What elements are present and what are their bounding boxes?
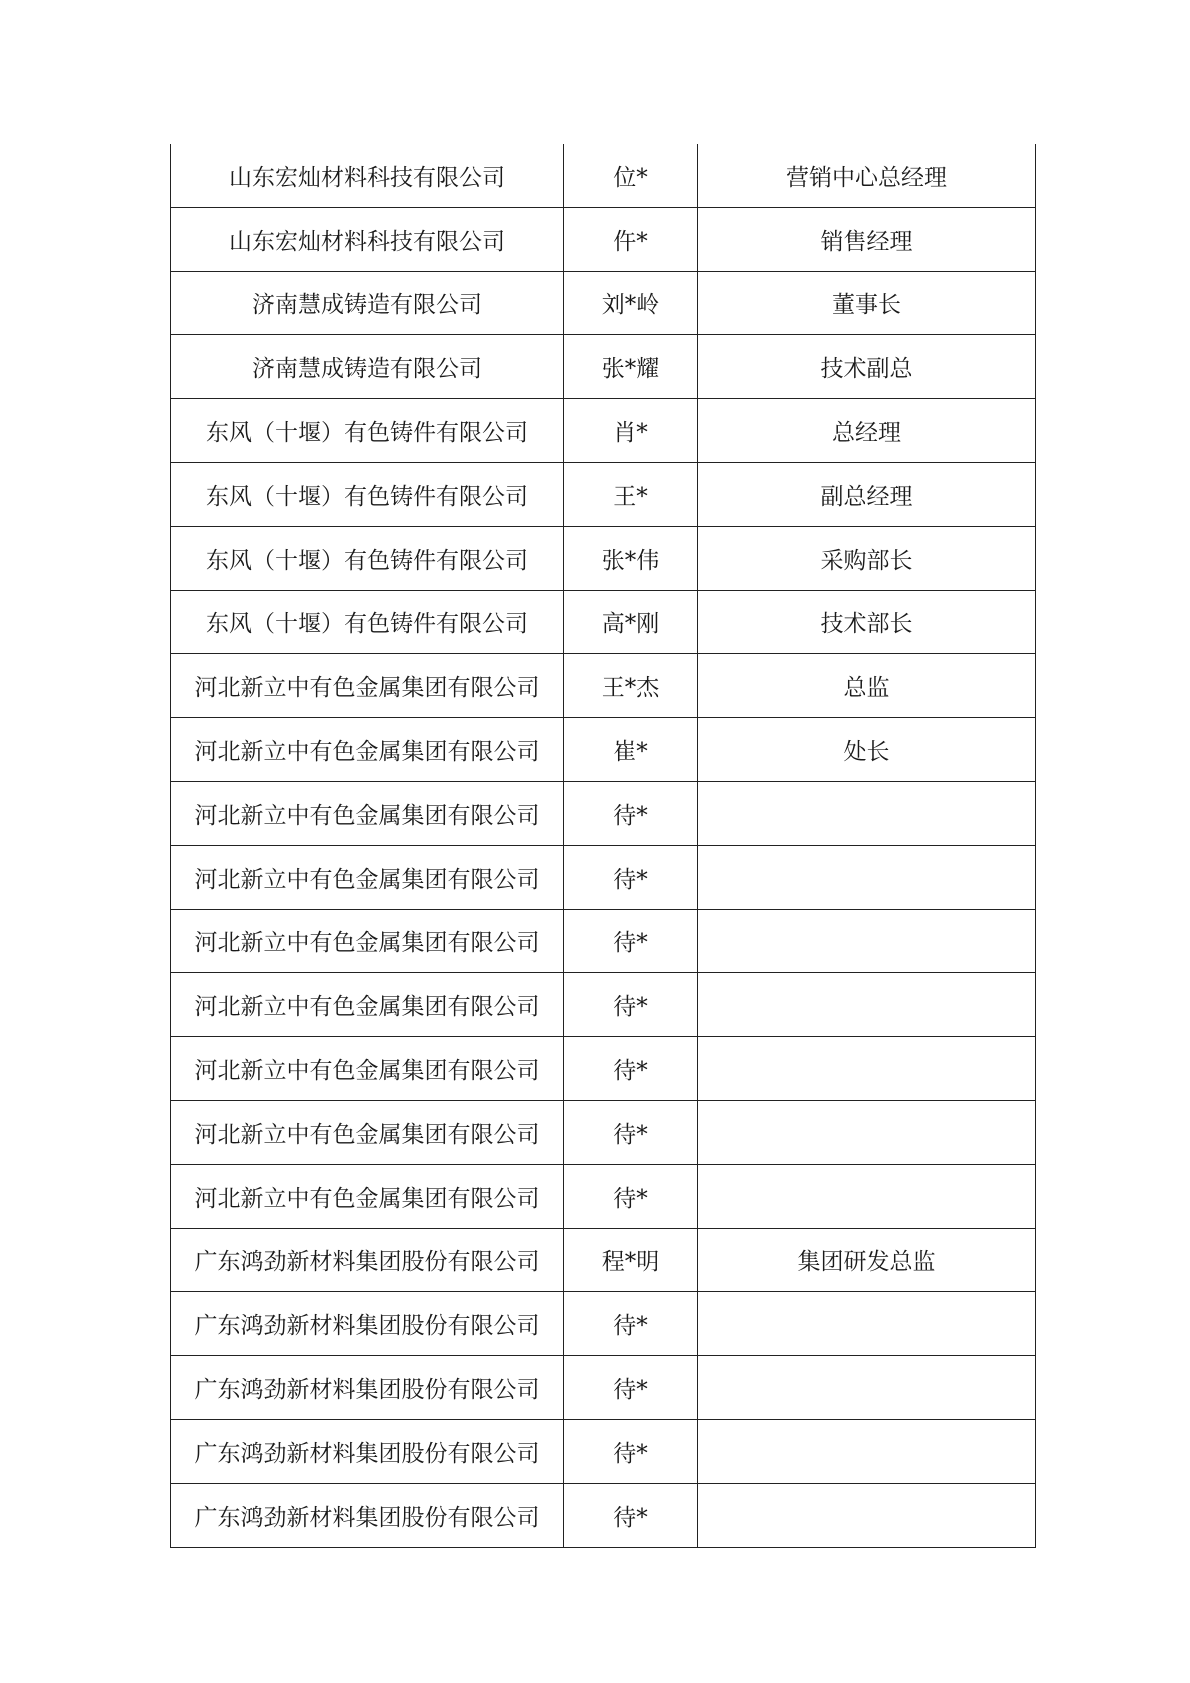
name-cell: 待* [564,1100,698,1164]
table-row [171,1483,1036,1547]
company-cell: 广东鸿劲新材料集团股份有限公司 [171,1356,564,1420]
name-cell: 高*刚 [564,590,698,654]
title-cell: 营销中心总经理 [698,144,1036,207]
name-cell: 待* [564,1164,698,1228]
table-row [171,654,1036,718]
table-row [171,973,1036,1037]
table-row [171,1292,1036,1356]
title-cell [698,973,1036,1037]
name-cell: 待* [564,845,698,909]
name-cell: 王* [564,462,698,526]
title-cell [698,1356,1036,1420]
attendee-table [170,144,1036,1548]
table-row [171,718,1036,782]
company-cell: 山东宏灿材料科技有限公司 [171,144,564,207]
title-cell: 集团研发总监 [698,1228,1036,1292]
title-cell [698,1483,1036,1547]
title-cell [698,1164,1036,1228]
name-cell: 待* [564,973,698,1037]
table-row [171,271,1036,335]
company-cell: 东风（十堰）有色铸件有限公司 [171,462,564,526]
name-cell: 肖* [564,399,698,463]
table-row [171,144,1036,207]
title-cell [698,1419,1036,1483]
table-row [171,1228,1036,1292]
name-cell: 待* [564,781,698,845]
title-cell: 采购部长 [698,526,1036,590]
table-row [171,1100,1036,1164]
name-cell: 待* [564,1419,698,1483]
title-cell: 总经理 [698,399,1036,463]
company-cell: 河北新立中有色金属集团有限公司 [171,845,564,909]
company-cell: 河北新立中有色金属集团有限公司 [171,973,564,1037]
table-row [171,781,1036,845]
name-cell: 仵* [564,207,698,271]
name-cell: 待* [564,1037,698,1101]
name-cell: 刘*岭 [564,271,698,335]
title-cell [698,1292,1036,1356]
table-row [171,1356,1036,1420]
company-cell: 河北新立中有色金属集团有限公司 [171,654,564,718]
company-cell: 东风（十堰）有色铸件有限公司 [171,590,564,654]
name-cell: 王*杰 [564,654,698,718]
table-row [171,1164,1036,1228]
company-cell: 广东鸿劲新材料集团股份有限公司 [171,1419,564,1483]
table-row [171,399,1036,463]
name-cell: 待* [564,1483,698,1547]
table-row [171,207,1036,271]
name-cell: 程*明 [564,1228,698,1292]
title-cell: 董事长 [698,271,1036,335]
name-cell: 待* [564,1292,698,1356]
company-cell: 济南慧成铸造有限公司 [171,271,564,335]
name-cell: 位* [564,144,698,207]
company-cell: 广东鸿劲新材料集团股份有限公司 [171,1483,564,1547]
company-cell: 河北新立中有色金属集团有限公司 [171,1037,564,1101]
title-cell [698,909,1036,973]
company-cell: 山东宏灿材料科技有限公司 [171,207,564,271]
company-cell: 东风（十堰）有色铸件有限公司 [171,526,564,590]
company-cell: 济南慧成铸造有限公司 [171,335,564,399]
company-cell: 河北新立中有色金属集团有限公司 [171,1164,564,1228]
name-cell: 待* [564,909,698,973]
table-row [171,909,1036,973]
title-cell [698,1037,1036,1101]
company-cell: 东风（十堰）有色铸件有限公司 [171,399,564,463]
name-cell: 张*伟 [564,526,698,590]
attendee-table-body [171,144,1036,1547]
title-cell: 技术部长 [698,590,1036,654]
table-row [171,335,1036,399]
company-cell: 河北新立中有色金属集团有限公司 [171,1100,564,1164]
name-cell: 崔* [564,718,698,782]
table-row [171,845,1036,909]
title-cell: 副总经理 [698,462,1036,526]
company-cell: 广东鸿劲新材料集团股份有限公司 [171,1228,564,1292]
title-cell: 技术副总 [698,335,1036,399]
title-cell: 总监 [698,654,1036,718]
name-cell: 待* [564,1356,698,1420]
title-cell: 销售经理 [698,207,1036,271]
title-cell [698,845,1036,909]
company-cell: 广东鸿劲新材料集团股份有限公司 [171,1292,564,1356]
company-cell: 河北新立中有色金属集团有限公司 [171,718,564,782]
table-row [171,590,1036,654]
company-cell: 河北新立中有色金属集团有限公司 [171,909,564,973]
title-cell [698,781,1036,845]
company-cell: 河北新立中有色金属集团有限公司 [171,781,564,845]
title-cell [698,1100,1036,1164]
title-cell: 处长 [698,718,1036,782]
table-row [171,462,1036,526]
table-row [171,1037,1036,1101]
table-row [171,1419,1036,1483]
name-cell: 张*耀 [564,335,698,399]
table-row [171,526,1036,590]
